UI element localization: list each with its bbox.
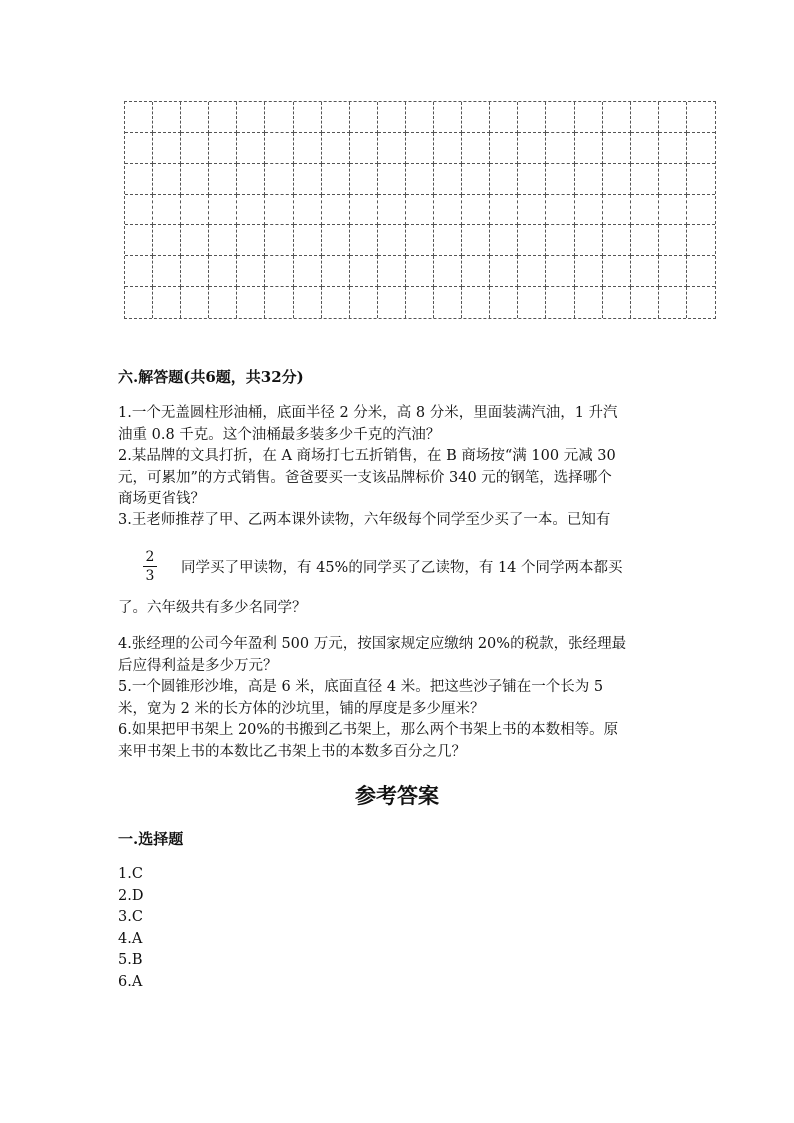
answer-item: 3.C bbox=[118, 909, 143, 925]
grid-cell bbox=[659, 164, 687, 195]
grid-cell bbox=[322, 195, 350, 226]
grid-cell bbox=[181, 195, 209, 226]
grid-cell bbox=[209, 256, 237, 287]
grid-cell bbox=[322, 164, 350, 195]
grid-cell bbox=[237, 164, 265, 195]
question-1 bbox=[118, 403, 678, 446]
grid-cell bbox=[181, 256, 209, 287]
grid-cell bbox=[687, 133, 715, 164]
question-2 bbox=[118, 446, 678, 511]
grid-cell bbox=[237, 225, 265, 256]
grid-cell bbox=[603, 133, 631, 164]
grid-cell bbox=[659, 287, 687, 318]
grid-cell bbox=[434, 287, 462, 318]
grid-cell bbox=[294, 133, 322, 164]
grid-cell bbox=[350, 256, 378, 287]
grid-cell bbox=[518, 256, 546, 287]
grid-cell bbox=[434, 225, 462, 256]
grid-cell bbox=[378, 256, 406, 287]
grid-cell bbox=[546, 287, 574, 318]
grid-cell bbox=[462, 256, 490, 287]
grid-cell bbox=[209, 164, 237, 195]
grid-cell bbox=[209, 287, 237, 318]
grid-cell bbox=[575, 287, 603, 318]
grid-cell bbox=[125, 195, 153, 226]
grid-cell bbox=[603, 256, 631, 287]
grid-cell bbox=[237, 195, 265, 226]
grid-cell bbox=[603, 164, 631, 195]
grid-cell bbox=[378, 195, 406, 226]
grid-cell bbox=[631, 133, 659, 164]
grid-cell bbox=[294, 195, 322, 226]
question-3-line-2: 同学买了甲读物，有 45%的同学买了乙读物，有 14 个同学两本都买 bbox=[181, 560, 623, 576]
answers-section-1-title: 一.选择题 bbox=[118, 830, 184, 848]
grid-cell bbox=[125, 164, 153, 195]
grid-cell bbox=[294, 102, 322, 133]
grid-cell bbox=[687, 225, 715, 256]
grid-cell bbox=[125, 133, 153, 164]
grid-cell bbox=[434, 256, 462, 287]
grid-cell bbox=[575, 195, 603, 226]
grid-cell bbox=[518, 225, 546, 256]
grid-cell bbox=[659, 195, 687, 226]
grid-cell bbox=[631, 164, 659, 195]
grid-cell bbox=[350, 164, 378, 195]
grid-cell bbox=[518, 133, 546, 164]
section-6-title: 六.解答题(共6题，共32分) bbox=[118, 368, 304, 386]
fraction-denominator: 3 bbox=[145, 568, 155, 584]
grid-cell bbox=[462, 102, 490, 133]
grid-cell bbox=[603, 195, 631, 226]
grid-cell bbox=[462, 225, 490, 256]
grid-cell bbox=[575, 102, 603, 133]
grid-cell bbox=[631, 102, 659, 133]
grid-cell bbox=[237, 102, 265, 133]
grid-cell bbox=[687, 256, 715, 287]
grid-cell bbox=[153, 133, 181, 164]
answer-item: 4.A bbox=[118, 930, 143, 947]
grid-cell bbox=[350, 287, 378, 318]
question-5 bbox=[118, 677, 678, 720]
grid-cell bbox=[434, 133, 462, 164]
grid-cell bbox=[322, 102, 350, 133]
question-6 bbox=[118, 720, 678, 763]
grid-cell bbox=[490, 287, 518, 318]
grid-cell bbox=[462, 164, 490, 195]
question-2-line-1: 2.某品牌的文具打折，在 A 商场打七五折销售，在 B 商场按“满 100 元减 30 bbox=[118, 448, 616, 464]
grid-cell bbox=[546, 225, 574, 256]
grid-cell bbox=[518, 164, 546, 195]
grid-cell bbox=[125, 225, 153, 256]
grid-cell bbox=[322, 287, 350, 318]
grid-cell bbox=[518, 195, 546, 226]
question-5-line-1: 5.一个圆锥形沙堆，高是 6 米，底面直径 4 米。把这些沙子铺在一个长为 5 bbox=[118, 679, 604, 695]
grid-cell bbox=[406, 133, 434, 164]
grid-cell bbox=[490, 102, 518, 133]
grid-cell bbox=[631, 195, 659, 226]
grid-cell bbox=[659, 133, 687, 164]
grid-cell bbox=[378, 225, 406, 256]
question-6-line-2: 来甲书架上书的本数比乙书架上书的本数多百分之几？ bbox=[118, 743, 466, 760]
grid-cell bbox=[575, 256, 603, 287]
answers-title: 参考答案 bbox=[355, 783, 439, 808]
grid-cell bbox=[603, 287, 631, 318]
fraction-numerator: 2 bbox=[143, 549, 157, 567]
grid-cell bbox=[575, 164, 603, 195]
grid-cell bbox=[575, 133, 603, 164]
grid-cell bbox=[462, 133, 490, 164]
grid-cell bbox=[687, 164, 715, 195]
grid-cell bbox=[378, 133, 406, 164]
grid-cell bbox=[546, 164, 574, 195]
grid-cell bbox=[209, 225, 237, 256]
grid-cell bbox=[406, 287, 434, 318]
grid-cell bbox=[490, 195, 518, 226]
grid-cell bbox=[153, 164, 181, 195]
grid-cell bbox=[237, 287, 265, 318]
grid-cell bbox=[462, 287, 490, 318]
answer-item: 1.C bbox=[118, 866, 143, 882]
grid-cell bbox=[322, 133, 350, 164]
grid-cell bbox=[294, 164, 322, 195]
grid-cell bbox=[237, 133, 265, 164]
grid-cell bbox=[490, 225, 518, 256]
grid-cell bbox=[265, 287, 293, 318]
grid-cell bbox=[406, 164, 434, 195]
grid-cell bbox=[631, 225, 659, 256]
grid-cell bbox=[181, 164, 209, 195]
question-4-line-1: 4.张经理的公司今年盈利 500 万元，按国家规定应缴纳 20%的税款，张经理最 bbox=[118, 636, 627, 652]
grid-cell bbox=[687, 195, 715, 226]
question-3-line-3: 了。六年级共有多少名同学？ bbox=[118, 600, 307, 616]
grid-cell bbox=[603, 225, 631, 256]
grid-cell bbox=[490, 133, 518, 164]
grid-cell bbox=[153, 256, 181, 287]
question-3-line-1: 3.王老师推荐了甲、乙两本课外读物，六年级每个同学至少买了一本。已知有 bbox=[118, 512, 611, 528]
grid-cell bbox=[462, 195, 490, 226]
grid-cell bbox=[209, 133, 237, 164]
grid-cell bbox=[265, 102, 293, 133]
grid-cell bbox=[659, 225, 687, 256]
grid-cell bbox=[181, 225, 209, 256]
grid-cell bbox=[181, 287, 209, 318]
grid-cell bbox=[575, 225, 603, 256]
grid-cell bbox=[631, 256, 659, 287]
grid-cell bbox=[125, 102, 153, 133]
question-5-line-2: 米，宽为 2 米的长方体的沙坑里，铺的厚度是多少厘米？ bbox=[118, 700, 485, 717]
grid-cell bbox=[209, 102, 237, 133]
grid-cell bbox=[518, 102, 546, 133]
grid-cell bbox=[125, 287, 153, 318]
grid-cell bbox=[294, 225, 322, 256]
grid-cell bbox=[350, 102, 378, 133]
grid-cell bbox=[659, 256, 687, 287]
grid-cell bbox=[378, 164, 406, 195]
answer-item: 2.D bbox=[118, 887, 144, 904]
grid-cell bbox=[265, 225, 293, 256]
grid-cell bbox=[434, 164, 462, 195]
grid-cell bbox=[209, 195, 237, 226]
grid-cell bbox=[294, 256, 322, 287]
grid-cell bbox=[490, 164, 518, 195]
grid-cell bbox=[518, 287, 546, 318]
grid-cell bbox=[603, 102, 631, 133]
grid-cell bbox=[125, 256, 153, 287]
grid-cell bbox=[490, 256, 518, 287]
grid-cell bbox=[406, 256, 434, 287]
grid-cell bbox=[322, 256, 350, 287]
grid-cell bbox=[406, 102, 434, 133]
grid-cell bbox=[546, 256, 574, 287]
answer-item: 5.B bbox=[118, 952, 143, 968]
grid-cell bbox=[434, 102, 462, 133]
question-6-line-1: 6.如果把甲书架上 20%的书搬到乙书架上，那么两个书架上书的本数相等。原 bbox=[118, 722, 619, 738]
grid-cell bbox=[406, 225, 434, 256]
fraction-two-thirds bbox=[143, 549, 157, 584]
question-4-line-2: 后应得利益是多少万元？ bbox=[118, 657, 278, 674]
grid-cell bbox=[322, 225, 350, 256]
answer-item: 6.A bbox=[118, 973, 143, 990]
question-2-line-3: 商场更省钱？ bbox=[118, 491, 205, 507]
grid-cell bbox=[153, 287, 181, 318]
grid-cell bbox=[687, 102, 715, 133]
grid-cell bbox=[181, 102, 209, 133]
question-2-line-2: 元，可累加”的方式销售。爸爸要买一支该品牌标价 340 元的钢笔，选择哪个 bbox=[118, 469, 612, 486]
grid-cell bbox=[265, 256, 293, 287]
grid-cell bbox=[350, 133, 378, 164]
question-4 bbox=[118, 634, 678, 677]
grid-cell bbox=[546, 133, 574, 164]
writing-grid bbox=[124, 101, 716, 319]
grid-cell bbox=[406, 195, 434, 226]
grid-cell bbox=[181, 133, 209, 164]
grid-cell bbox=[659, 102, 687, 133]
question-1-line-1: 1.一个无盖圆柱形油桶，底面半径 2 分米，高 8 分米，里面装满汽油，1 升汽 bbox=[118, 405, 618, 421]
grid-cell bbox=[153, 225, 181, 256]
grid-cell bbox=[294, 287, 322, 318]
grid-cell bbox=[237, 256, 265, 287]
grid-cell bbox=[265, 164, 293, 195]
grid-cell bbox=[153, 195, 181, 226]
answer-list bbox=[118, 864, 143, 993]
grid-cell bbox=[265, 195, 293, 226]
grid-cell bbox=[265, 133, 293, 164]
question-1-line-2: 油重 0.8 千克。这个油桶最多装多少千克的汽油？ bbox=[118, 426, 441, 443]
grid-cell bbox=[350, 195, 378, 226]
grid-cell bbox=[378, 102, 406, 133]
grid-cell bbox=[631, 287, 659, 318]
grid-cell bbox=[153, 102, 181, 133]
grid-cell bbox=[378, 287, 406, 318]
grid-cell bbox=[350, 225, 378, 256]
grid-cell bbox=[546, 102, 574, 133]
grid-cell bbox=[546, 195, 574, 226]
grid-cell bbox=[434, 195, 462, 226]
grid-cell bbox=[687, 287, 715, 318]
